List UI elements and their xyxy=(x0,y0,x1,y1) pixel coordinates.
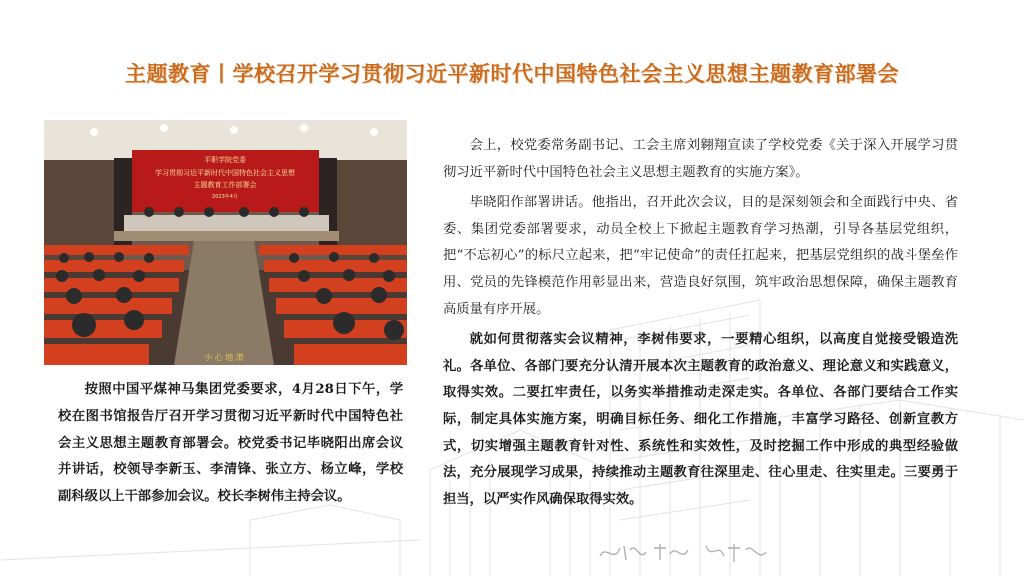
banner-line-3: 主题教育工作部署会 xyxy=(193,181,257,189)
paragraph-reading: 会上，校党委常务副书记、工会主席刘翱翔宣读了学校党委《关于深入开展学习贯彻习近平新时代中国特色社会主义思想主题教育的实施方案》。 xyxy=(443,138,958,180)
calligraphy-signature xyxy=(596,538,776,566)
banner-line-1: 平职学院党委 xyxy=(204,156,246,164)
page-title: 主题教育丨学校召开学习贯彻习近平新时代中国特色社会主义思想主题教育部署会 xyxy=(125,62,899,86)
paragraph-requirements: 就如何贯彻落实会议精神，李树伟要求，一要精心组织，以高度自觉接受锻造洗礼。各单位、各部门要充分认清开展本次主题教育的政治意义、理论意义和实践意义，取得实效。二要扛牢责任，以务实举措推动走深走实。各单位、各部门要结合工作实际，制定具体实施方案，明确目标任务、细化工作措施，丰富学习路径、创新宣教方式，切实增强主题教育针对性、系统性和实效性，及时挖掘工作中形成的典型经验做法，充分展现学习成果，持续推动主题教育往深里走、往心里走、往实里走。三要勇于担当，以严实作风确保取得实效。 xyxy=(443,332,958,507)
floor-sign: 小 心 地 滑 xyxy=(204,353,244,362)
intro-paragraph: 按照中国平煤神马集团党委要求，4月28日下午，学校在图书馆报告厅召开学习贯彻习近平新时代中国特色社会主义思想主题教育部署会。校党委书记毕晓阳出席会议并讲话，校领导李新玉、李清锋、张立方、杨立峰，学校副科级以上干部参加会议。校长李树伟主持会议。 xyxy=(58,382,403,505)
meeting-hall-photo xyxy=(44,120,407,365)
article-body xyxy=(443,133,958,517)
banner-line-2: 学习贯彻习近平新时代中国特色社会主义思想 xyxy=(155,169,295,177)
banner-date: 2023年4月 xyxy=(212,194,238,200)
paragraph-speech: 毕晓阳作部署讲话。他指出，召开此次会议，目的是深刻领会和全面践行中央、省委、集团党委部署要求，动员全校上下掀起主题教育学习热潮，引导各基层党组织，把“不忘初心”的标尺立起来，把“牢记使命”的责任扛起来，把基层党组织的战斗堡垒作用、党员的先锋模范作用彰显出来，营造良好氛围，筑牢政治思想保障，确保主题教育高质量有序开展。 xyxy=(443,195,958,317)
